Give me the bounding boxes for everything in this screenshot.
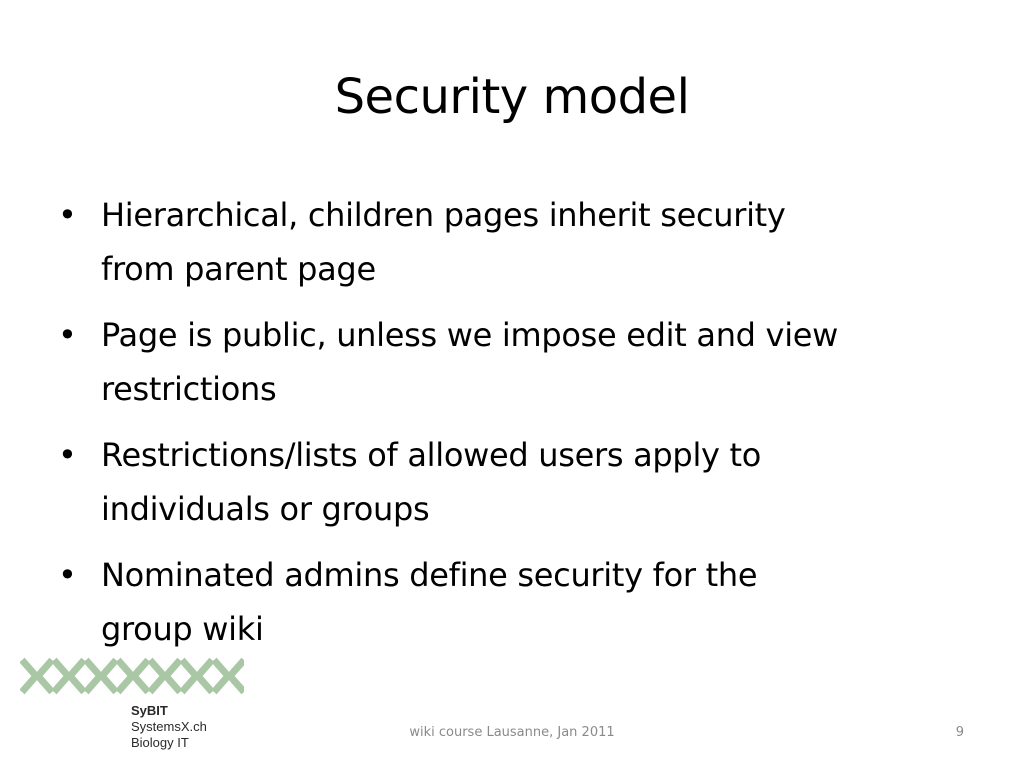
org-unit: Biology IT	[131, 735, 189, 750]
bullet-text-line: group wiki	[101, 610, 264, 648]
bullet-text-line: Hierarchical, children pages inherit security	[101, 196, 786, 234]
logo-chevron-right	[102, 660, 116, 692]
sybit-logo-pattern-icon	[20, 656, 244, 696]
logo-chevron-right	[134, 660, 148, 692]
bullet-item	[56, 188, 986, 296]
logo-chevron-right	[166, 660, 180, 692]
bullet-item	[56, 428, 986, 536]
bullet-text-line: Page is public, unless we impose edit and view	[101, 316, 839, 354]
bullet-item	[56, 308, 986, 416]
bullet-dot-icon: •	[58, 316, 77, 354]
organization-logo-text	[131, 703, 207, 751]
slide-title: Security model	[334, 69, 690, 125]
bullet-text-line: from parent page	[101, 250, 376, 288]
bullet-dot-icon: •	[58, 196, 77, 234]
bullet-item	[56, 548, 986, 656]
page-number: 9	[955, 725, 964, 740]
bullet-dot-icon: •	[58, 436, 77, 474]
bullet-text-line: individuals or groups	[101, 490, 430, 528]
org-parent: SystemsX.ch	[131, 719, 207, 734]
bullet-dot-icon: •	[58, 556, 77, 594]
logo-chevron-right	[230, 660, 244, 692]
footer-text: wiki course Lausanne, Jan 2011	[409, 725, 615, 740]
logo-chevron-right	[198, 660, 212, 692]
logo-chevron-right	[38, 660, 52, 692]
bullet-text-line: restrictions	[101, 370, 277, 408]
org-name: SyBIT	[131, 703, 168, 718]
bullet-list	[56, 188, 986, 668]
logo-chevron-right	[70, 660, 84, 692]
bullet-text-line: Restrictions/lists of allowed users apply to	[101, 436, 762, 474]
bullet-text-line: Nominated admins define security for the	[101, 556, 758, 594]
